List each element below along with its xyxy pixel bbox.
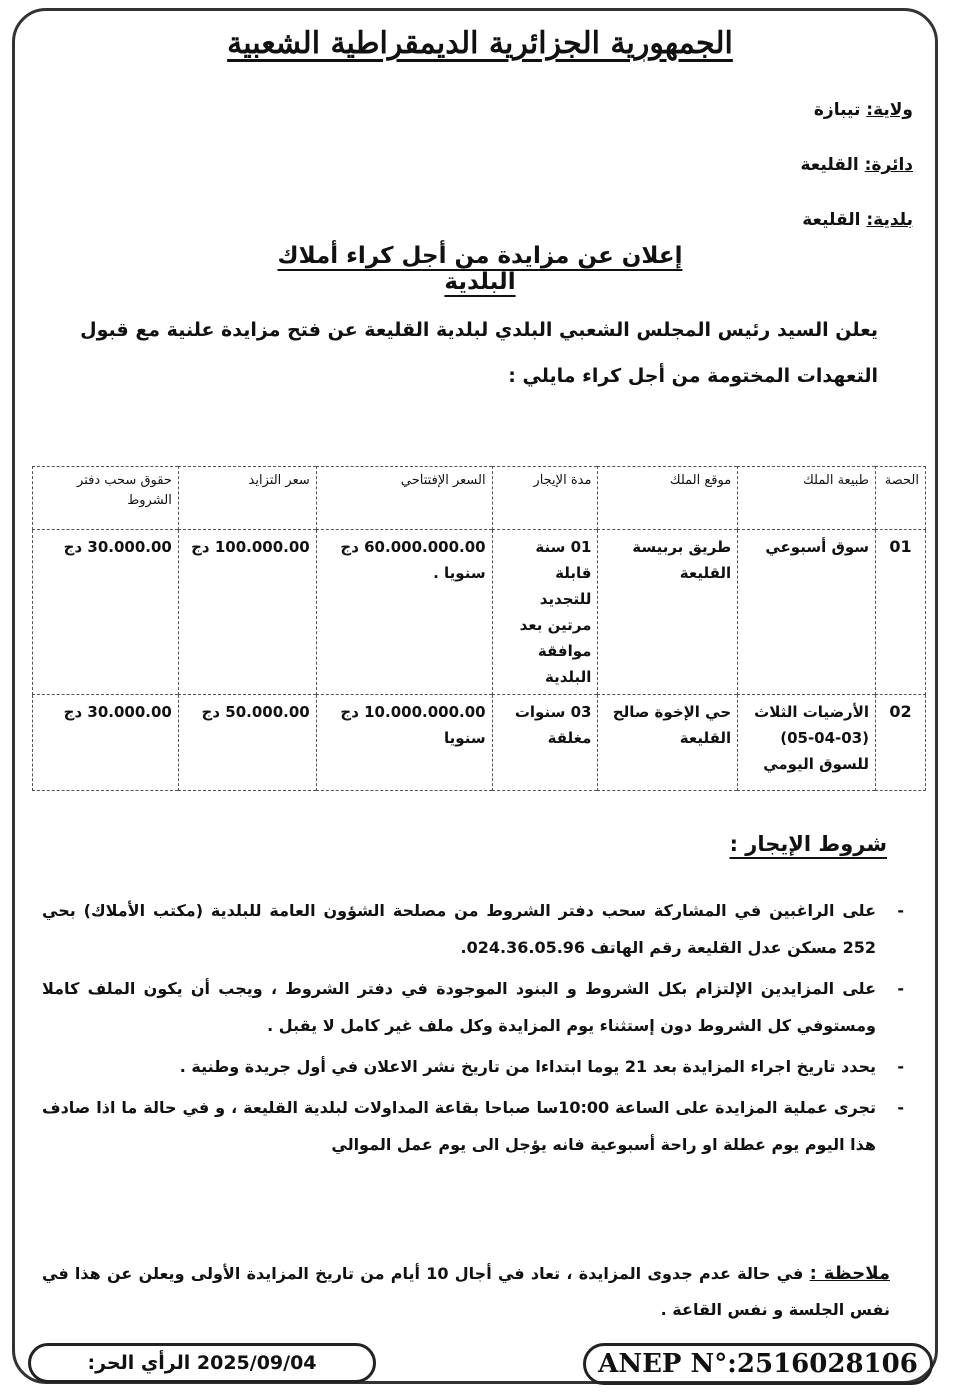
- newspaper-name: الرأي الحر:: [87, 1352, 191, 1374]
- note-paragraph: [42, 1256, 890, 1328]
- announcement-intro: يعلن السيد رئيس المجلس الشعبي البلدي لبلدية القليعة عن فتح مزايدة علنية مع قبول التعهدات المختومة من أجل كراء مايلي :: [80, 319, 878, 387]
- condition-text: تجرى عملية المزايدة على الساعة 10:00سا صباحا بقاعة المداولات لبلدية القليعة ، و في حالة ما اذا صادف هذا اليوم يوم عطلة او راحة أسبوعية فانه يؤجل الى يوم عمل الموالي: [42, 1098, 877, 1154]
- header-lot: الحصة: [876, 467, 926, 530]
- header-bid-increment: سعر التزايد: [178, 467, 316, 530]
- conditions-title: شروط الإيجار :: [729, 832, 887, 856]
- commune-line: [802, 210, 913, 230]
- header-spec-fee: حقوق سحب دفتر الشروط: [33, 467, 179, 530]
- daira-value: القليعة: [800, 155, 859, 175]
- daira-line: [801, 155, 914, 175]
- commune-label: بلدية:: [866, 210, 913, 230]
- note-label: ملاحظة :: [809, 1263, 890, 1284]
- cell-opening-price: 60.000.000.00 دج سنويا .: [316, 530, 492, 695]
- daira-label: دائرة:: [864, 155, 913, 175]
- table-row: [33, 530, 926, 695]
- list-item: [42, 1089, 904, 1163]
- publication-date: 2025/09/04: [196, 1352, 317, 1374]
- list-item: [42, 970, 904, 1044]
- header-duration: مدة الإيجار: [492, 467, 598, 530]
- cell-property-type: سوق أسبوعي: [738, 530, 876, 695]
- table-header-row: [33, 467, 926, 530]
- condition-text: على المزايدين الإلتزام بكل الشروط و البنود الموجودة في دفتر الشروط ، ويجب أن يكون الملف كاملا ومستوفي كل الشروط دون إستثناء يوم المزايدة وكل ملف غير كامل لا يقبل .: [42, 979, 876, 1035]
- header-location: موقع الملك: [598, 467, 738, 530]
- cell-duration: 01 سنة قابلة للتجديد مرتين بعد موافقة البلدية: [492, 530, 598, 695]
- condition-text: على الراغبين في المشاركة سحب دفتر الشروط من مصلحة الشؤون العامة للبلدية (مكتب الأملاك) بحي 252 مسكن عدل القليعة رقم الهاتف 024.36.05.96.: [42, 901, 876, 957]
- conditions-list: [42, 892, 904, 1167]
- header-opening-price: السعر الإفتتاحي: [316, 467, 492, 530]
- cell-lot: 02: [876, 695, 926, 791]
- cell-opening-price: 10.000.000.00 دج سنويا: [316, 695, 492, 791]
- wilaya-value: تيبازة: [813, 100, 861, 120]
- cell-spec-fee: 30.000.00 دج: [33, 530, 179, 695]
- cell-property-type: الأرضيات الثلاث (03-04-05) للسوق اليومي: [738, 695, 876, 791]
- wilaya-line: [814, 100, 913, 120]
- list-item: [42, 892, 904, 966]
- table-row: [33, 695, 926, 791]
- announcement-title: إعلان عن مزايدة من أجل كراء أملاك البلدية: [277, 243, 683, 295]
- bullet-dash: -: [897, 1098, 904, 1117]
- cell-location: حي الإخوة صالح القليعة: [598, 695, 738, 791]
- bullet-dash: -: [897, 979, 904, 998]
- note-text: في حالة عدم جدوى المزايدة ، تعاد في أجال 10 أيام من تاريخ المزايدة الأولى ويعلن عن هذا في نفس الجلسة و نفس القاعة .: [42, 1264, 890, 1319]
- list-item: [42, 1048, 904, 1085]
- commune-value: القليعة: [802, 210, 861, 230]
- wilaya-label: ولاية:: [866, 100, 913, 120]
- cell-duration: 03 سنوات مغلقة: [492, 695, 598, 791]
- header-property-type: طبيعة الملك: [738, 467, 876, 530]
- cell-location: طريق بربيسة القليعة: [598, 530, 738, 695]
- cell-bid-increment: 100.000.00 دج: [178, 530, 316, 695]
- cell-spec-fee: 30.000.00 دج: [33, 695, 179, 791]
- republic-title: الجمهورية الجزائرية الديمقراطية الشعبية: [227, 26, 733, 61]
- newspaper-date-badge: [28, 1343, 376, 1383]
- condition-text: يحدد تاريخ اجراء المزايدة بعد 21 يوما ابتداءا من تاريخ نشر الاعلان في أول جريدة وطنية .: [179, 1057, 876, 1076]
- cell-bid-increment: 50.000.00 دج: [178, 695, 316, 791]
- bullet-dash: -: [897, 901, 904, 920]
- bullet-dash: -: [897, 1057, 904, 1076]
- cell-lot: 01: [876, 530, 926, 695]
- lots-table: [32, 466, 926, 791]
- anep-badge: ANEP N°:2516028106: [583, 1343, 933, 1385]
